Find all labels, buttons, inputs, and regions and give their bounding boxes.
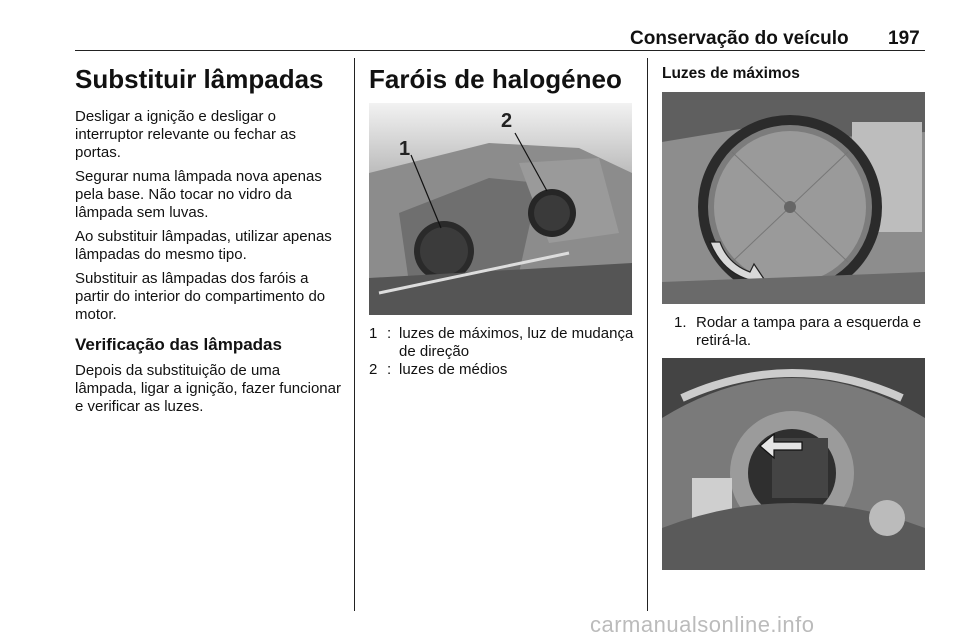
figure-callout-1: 1 bbox=[399, 138, 411, 160]
paragraph: Substituir as lâmpadas dos faróis a partir do interior do compartimento do motor. bbox=[75, 270, 326, 323]
instruction-step: 1. Rodar a tampa para a esquerda e retirá-la. bbox=[674, 314, 922, 349]
paragraph: Ao substituir lâmpadas, utilizar apenas lâmpadas do mesmo tipo. bbox=[75, 228, 332, 263]
high-beam-cover-figure bbox=[662, 92, 925, 304]
paragraph: Segurar numa lâmpada nova apenas pela base. Não tocar no vidro da lâmpada sem luvas. bbox=[75, 168, 322, 221]
paragraph: Desligar a ignição e desligar o interruptor relevante ou fechar as portas. bbox=[75, 108, 296, 161]
column-halogen-headlights bbox=[369, 64, 634, 379]
running-header-title: Conservação do veículo bbox=[630, 28, 849, 49]
legend-item: 1 : luzes de máximos, luz de mudança de direção bbox=[369, 325, 634, 360]
page-number: 197 bbox=[888, 28, 920, 49]
column-high-beam bbox=[662, 64, 932, 570]
section-heading: Luzes de máximos bbox=[662, 65, 800, 82]
column-bulb-replacement bbox=[75, 64, 343, 422]
paragraph: Depois da substituição de uma lâmpada, ligar a ignição, fazer funcionar e verificar as luzes. bbox=[75, 362, 341, 415]
section-heading: Faróis de halogéneo bbox=[369, 64, 622, 94]
column-divider-2 bbox=[647, 58, 648, 611]
bulb-connector-figure bbox=[662, 358, 925, 570]
figure-callout-2: 2 bbox=[501, 110, 513, 132]
subsection-heading: Verificação das lâmpadas bbox=[75, 335, 282, 354]
column-divider-1 bbox=[354, 58, 355, 611]
headlight-assembly-figure bbox=[369, 103, 632, 315]
legend-item: 2 : luzes de médios bbox=[369, 361, 508, 378]
figure-legend bbox=[369, 325, 634, 379]
header-divider bbox=[75, 50, 925, 51]
watermark: carmanualsonline.info bbox=[590, 612, 815, 637]
section-heading: Substituir lâmpadas bbox=[75, 64, 324, 94]
